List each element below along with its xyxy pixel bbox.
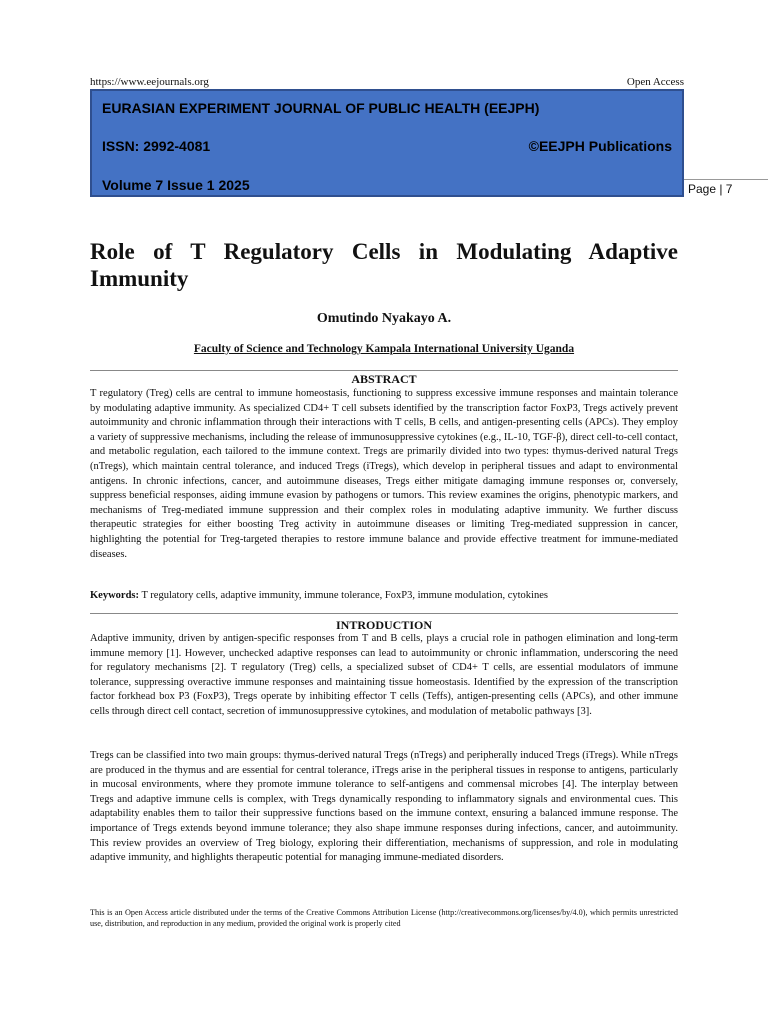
introduction-paragraph-2: Tregs can be classified into two main groups: thymus-derived natural Tregs (nTregs) and peripherally induced Tregs (iTregs). While nTregs are produced in the thymus and are essential for central tolerance, iTregs arise in the peripheral tissues in response to antigens, particularly in mucosal environments, where they promote immune tolerance to self-antigens and commensal microbes [4]. The interplay between Tregs and adaptive immune cells is complex, with Tregs dynamically responding to inflammatory signals and environmental cues. This adaptability enables them to tailor their suppressive functions based on the immune context, ensuring a balanced immune response. The importance of Tregs extends beyond immune tolerance; they also shape immune responses during infections, cancer, and autoimmunity. This review provides an overview of Treg biology, exploring their differentiation, mechanisms of suppression, and role in modulating adaptive immunity, and highlights therapeutic potential for managing immune-mediated disorders. xyxy=(90,750,678,864)
abstract-text: T regulatory (Treg) cells are central to immune homeostasis, functioning to suppress excessive immune responses and maintain tolerance by modulating adaptive immunity. As specialized CD4+ T cell subsets identified by the transcription factor FoxP3, Tregs actively prevent autoimmunity and chronic inflammation through their interactions with T cells, B cells, and antigen-presenting cells (APCs). They employ a variety of suppressive mechanisms, including the release of immunosuppressive cytokines (e.g., IL-10, TGF-β), direct cell-to-cell contact, and metabolic regulation, each tailored to the immune context. Tregs are primarily divided into two types: thymus-derived natural Tregs (nTregs), which maintain central tolerance, and induced Tregs (iTregs), which develop in peripheral tissues and adapt to environmental antigens. In chronic infections, cancer, and autoimmune diseases, Tregs either mitigate damaging immune responses or, conversely, suppress beneficial responses, aiding immune evasion by pathogens or tumors. This review examines the origins, phenotypic markers, and mechanisms of Treg-mediated immune suppression and their complex roles in modulating adaptive immunity. We further discuss therapeutic strategies for either boosting Treg activity in autoimmune diseases or limiting Treg-mediated suppression in cancer, highlighting the potential for Treg-targeted therapies to restore immune balance and provide effective treatment for immune-mediated diseases. xyxy=(90,388,678,560)
volume-issue: Volume 7 Issue 1 2025 xyxy=(102,177,250,193)
top-line xyxy=(90,76,684,88)
introduction-rule xyxy=(90,613,678,614)
keywords-label: Keywords: xyxy=(90,590,139,601)
journal-url[interactable]: https://www.eejournals.org xyxy=(90,76,209,88)
license-footer: This is an Open Access article distributed under the terms of the Creative Commons Attribution License (http://creativecommons.org/licenses/by/4.0), which permits unrestricted use, distribution, and reproduction in any medium, provided the original work is properly cited xyxy=(90,908,678,928)
open-access-label: Open Access xyxy=(626,76,684,88)
article-title: Role of T Regulatory Cells in Modulating Adaptive Immunity xyxy=(90,239,678,291)
author-name: Omutindo Nyakayo A. xyxy=(316,311,452,326)
publisher: ©EEJPH Publications xyxy=(528,138,672,154)
journal-name: EURASIAN EXPERIMENT JOURNAL OF PUBLIC HEALTH (EEJPH) xyxy=(102,100,540,116)
keywords-list: T regulatory cells, adaptive immunity, immune tolerance, FoxP3, immune modulation, cytokines xyxy=(141,590,548,601)
page-number: Page | 7 xyxy=(688,182,733,196)
abstract-heading: ABSTRACT xyxy=(351,372,417,386)
introduction-heading: INTRODUCTION xyxy=(335,618,432,632)
affiliation: Faculty of Science and Technology Kampala International University Uganda xyxy=(193,343,575,355)
abstract-rule xyxy=(90,370,678,371)
introduction-paragraph-1: Adaptive immunity, driven by antigen-specific responses from T and B cells, plays a crucial role in pathogen elimination and long-term immune memory [1]. However, unchecked adaptive responses can lead to autoimmunity or chronic inflammation, underscoring the need for regulatory mechanisms [2]. T regulatory (Treg) cells, a specialized subset of CD4+ T cells, are essential modulators of immune tolerance, suppressing overactive immune responses and maintaining tissue homeostasis. Identified by the expression of the transcription factor forkhead box P3 (FoxP3), Tregs operate by inhibiting effector T cells (Teffs), antigen-presenting cells (APCs), and other immune cells through direct cell contact, secretion of immunosuppressive cytokines, and modulation of metabolic pathways [3]. xyxy=(90,633,678,717)
journal-banner xyxy=(90,89,684,197)
header-rule xyxy=(684,179,768,180)
issn: ISSN: 2992-4081 xyxy=(102,138,211,154)
keywords xyxy=(90,589,678,603)
